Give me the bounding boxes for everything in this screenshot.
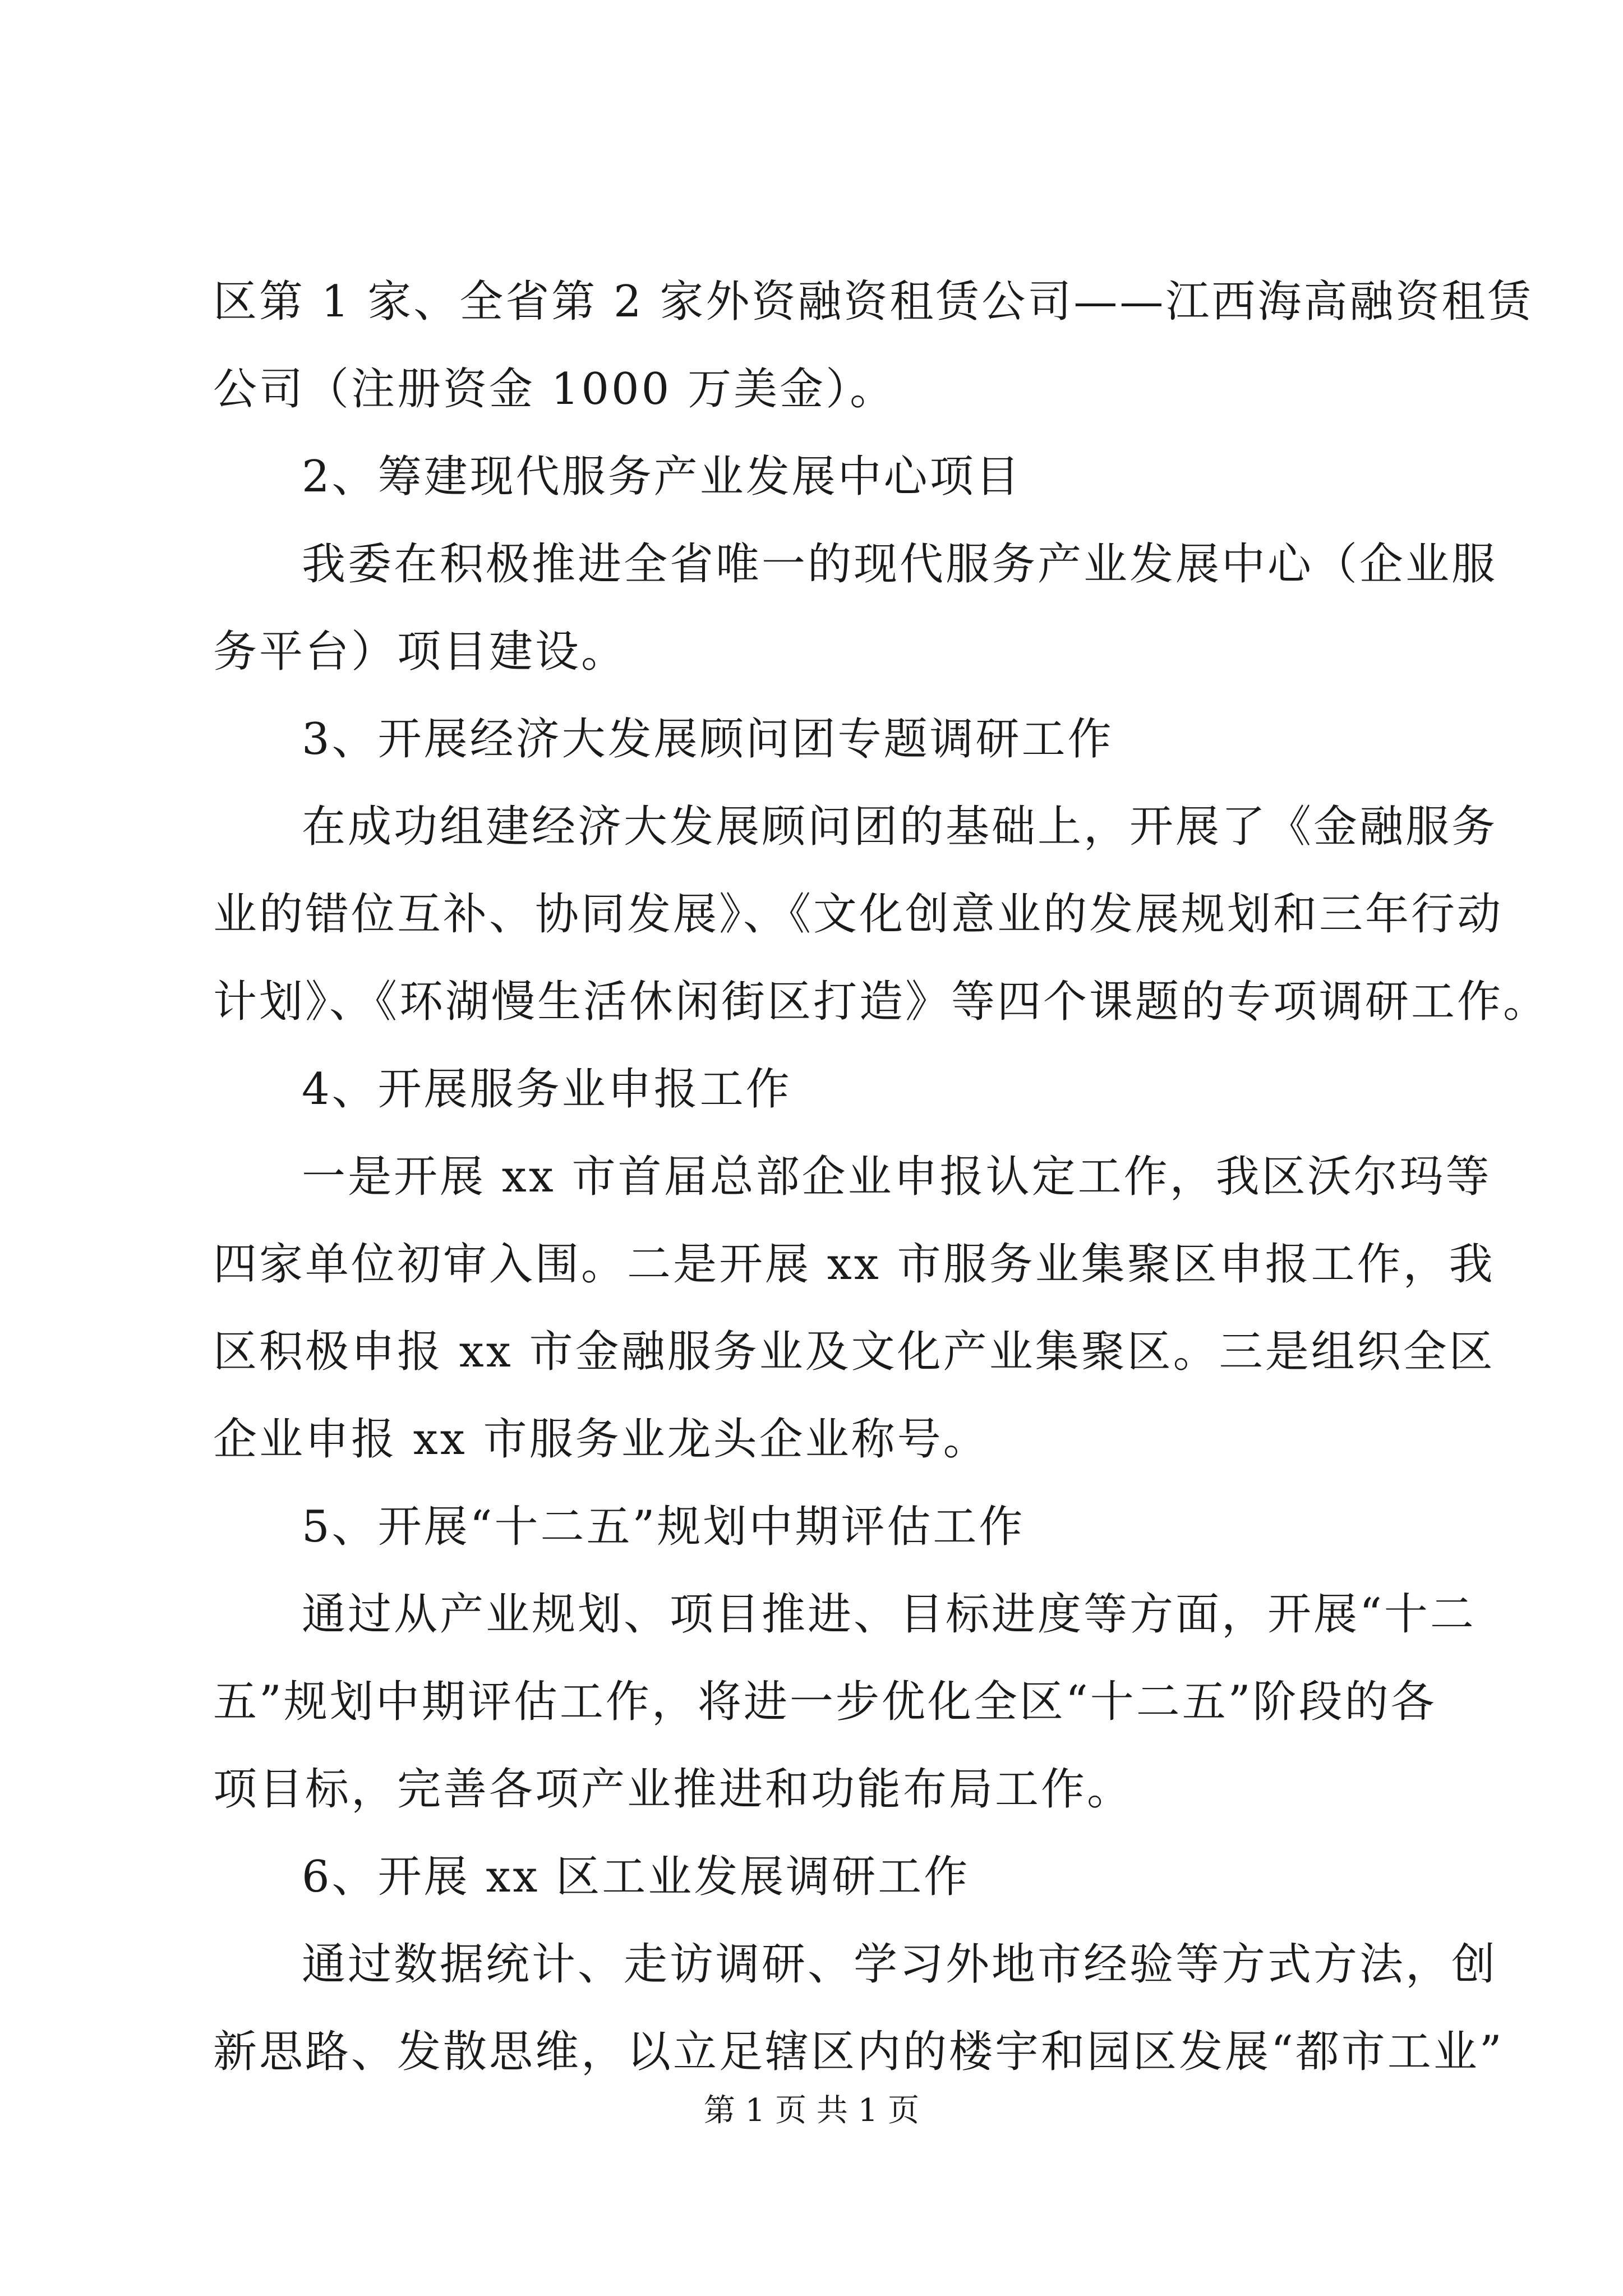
text-line: 3、开展经济大发展顾问团专题调研工作: [302, 714, 1114, 765]
text-line: 公司（注册资金 1000 万美金）。: [213, 364, 896, 415]
text-line: 一是开展 xx 市首届总部企业申报认定工作，我区沃尔玛等: [302, 1152, 1492, 1202]
text-line: 我委在积极推进全省唯一的现代服务产业发展中心（企业服: [302, 539, 1498, 590]
text-line: 6、开展 xx 区工业发展调研工作: [302, 1852, 970, 1902]
text-line: 务平台）项目建设。: [213, 627, 628, 677]
text-line: 通过数据统计、走访调研、学习外地市经验等方式方法，创: [302, 1939, 1498, 1990]
text-line: 项目标，完善各项产业推进和功能布局工作。: [213, 1764, 1133, 1815]
text-line: 四家单位初审入围。二是开展 xx 市服务业集聚区申报工作，我: [213, 1239, 1495, 1290]
text-line: 新思路、发散思维，以立足辖区内的楼宇和园区发展“都市工业”: [213, 2027, 1504, 2077]
text-line: 2、筹建现代服务产业发展中心项目: [302, 452, 1022, 502]
text-line: 企业申报 xx 市服务业龙头企业称号。: [213, 1414, 989, 1465]
text-line: 通过从产业规划、项目推进、目标进度等方面，开展“十二: [302, 1589, 1476, 1640]
text-line: 计划》、《环湖慢生活休闲街区打造》等四个课题的专项调研工作。: [213, 977, 1550, 1027]
text-line: 五”规划中期评估工作，将进一步优化全区“十二五”阶段的各: [213, 1677, 1437, 1727]
text-line: 4、开展服务业申报工作: [302, 1064, 792, 1115]
page-footer: 第 1 页 共 1 页: [703, 2092, 920, 2129]
text-line: 区第 1 家、全省第 2 家外资融资租赁公司——江西海高融资租赁: [213, 277, 1534, 327]
text-line: 5、开展“十二五”规划中期评估工作: [302, 1502, 1025, 1552]
text-line: 在成功组建经济大发展顾问团的基础上，开展了《金融服务: [302, 802, 1498, 852]
document-body: [213, 258, 1550, 2096]
text-line: 区积极申报 xx 市金融服务业及文化产业集聚区。三是组织全区: [213, 1327, 1495, 1377]
text-line: 业的错位互补、协同发展》、《文化创意业的发展规划和三年行动: [213, 889, 1504, 940]
